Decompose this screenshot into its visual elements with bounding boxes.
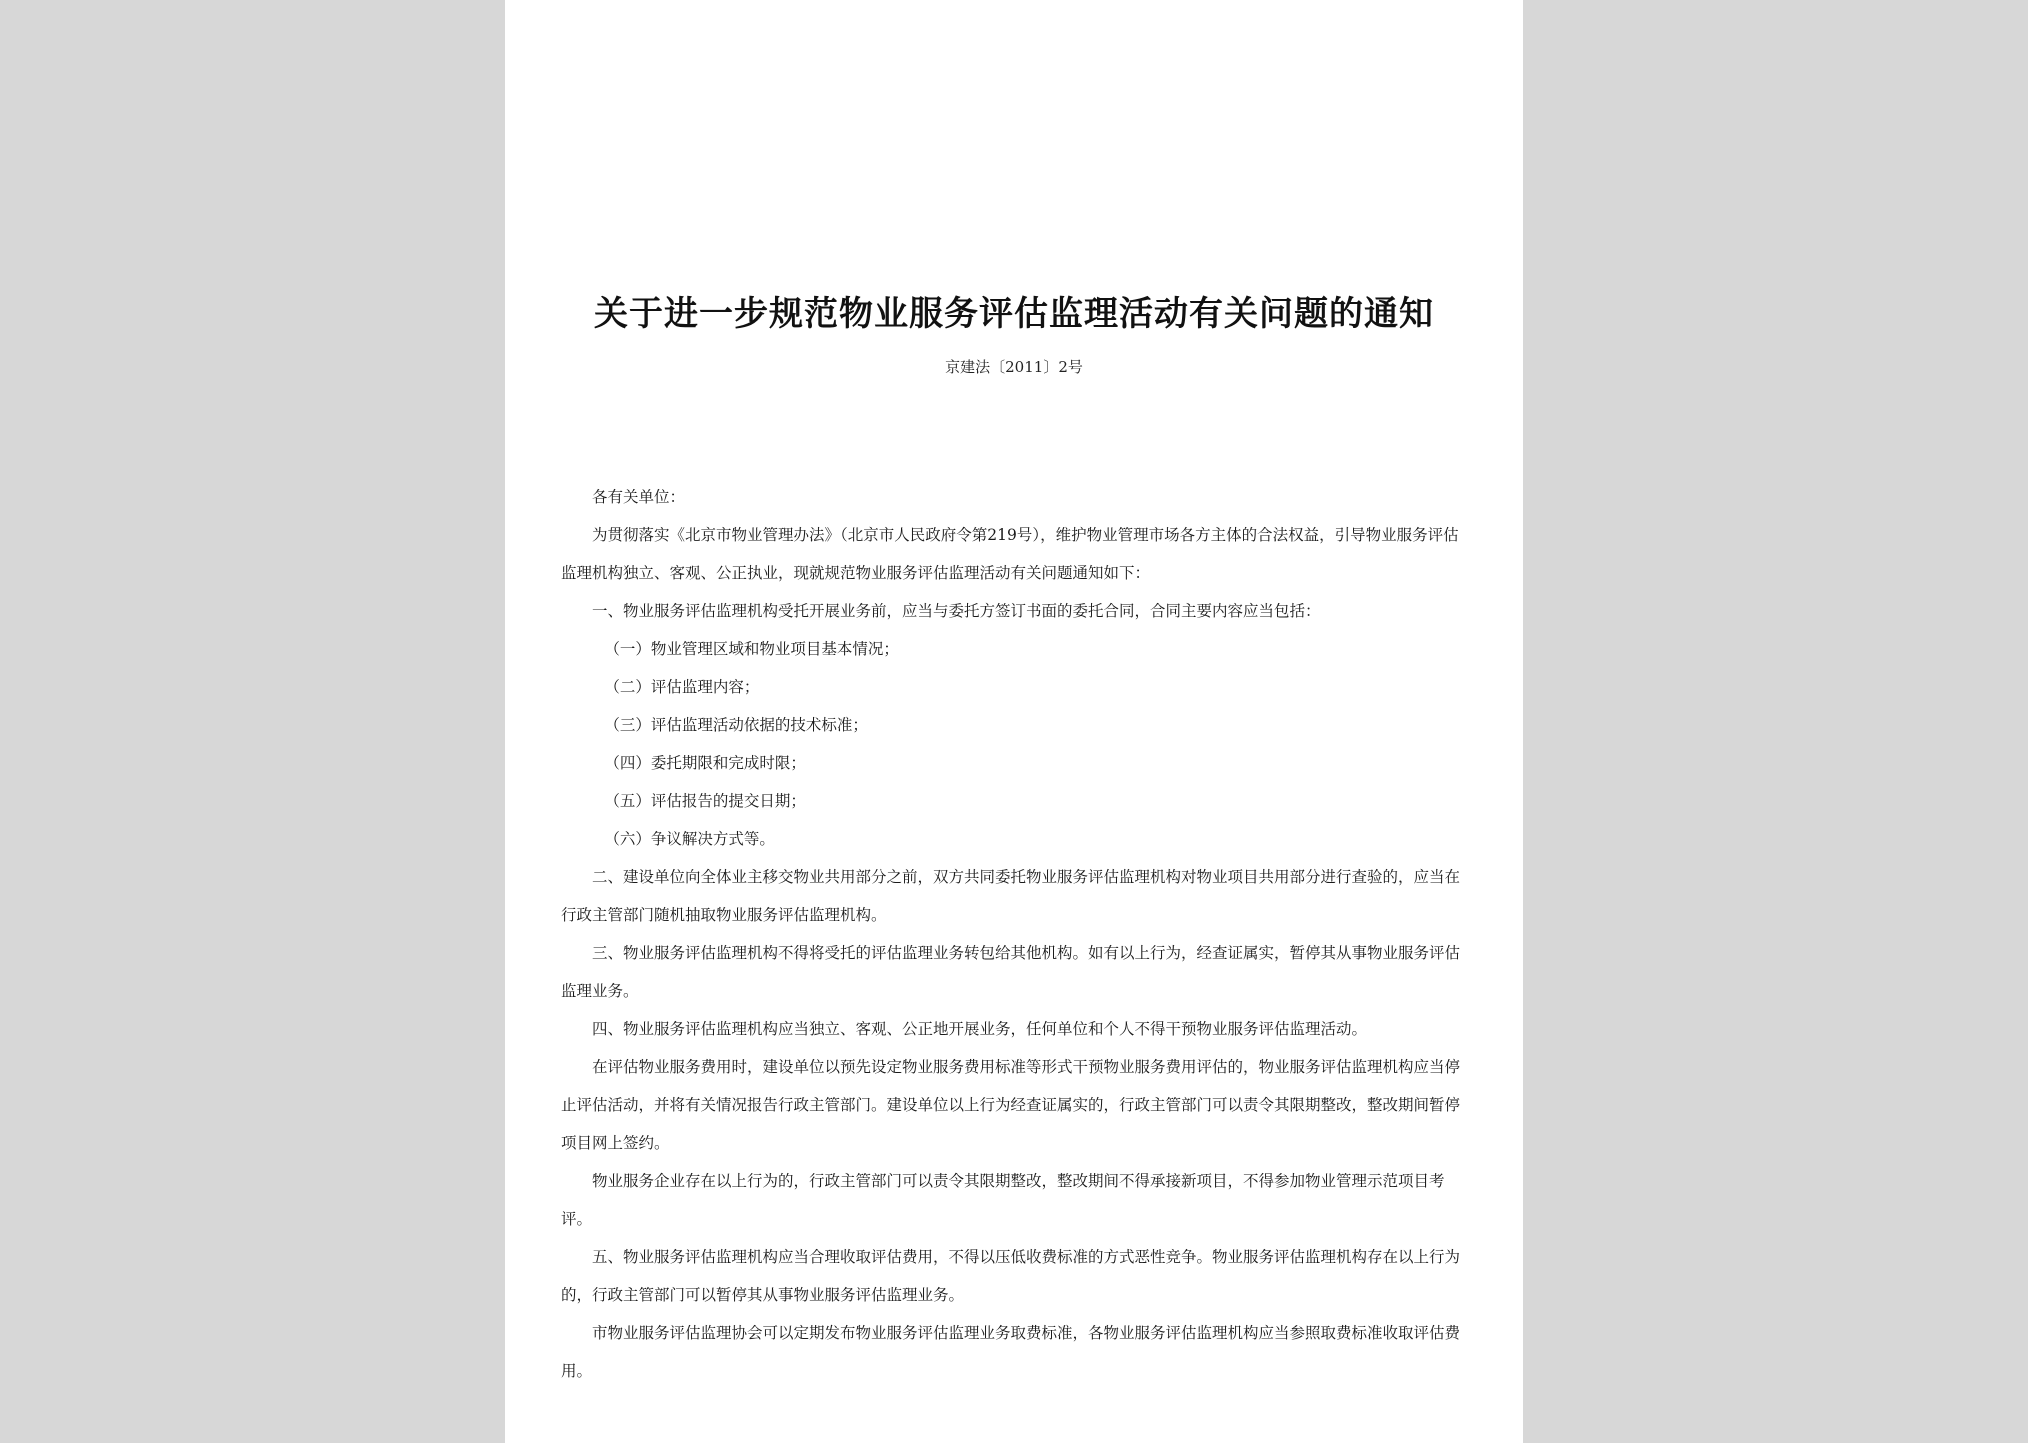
paragraph: 在评估物业服务费用时，建设单位以预先设定物业服务费用标准等形式干预物业服务费用评估的，物业服务评估监理机构应当停止评估活动，并将有关情况报告行政主管部门。建设单位以上行为经查证属实的，行政主管部门可以责令其限期整改，整改期间暂停项目网上签约。: [561, 1058, 1461, 1152]
document-title: 关于进一步规范物业服务评估监理活动有关问题的通知: [594, 294, 1434, 334]
paragraph: 五、物业服务评估监理机构应当合理收取评估费用，不得以压低收费标准的方式恶性竞争。物业服务评估监理机构存在以上行为的，行政主管部门可以暂停其从事物业服务评估监理业务。: [561, 1248, 1461, 1304]
paragraph: 四、物业服务评估监理机构应当独立、客观、公正地开展业务，任何单位和个人不得干预物业服务评估监理活动。: [592, 1020, 1368, 1038]
list-item: （一）物业管理区域和物业项目基本情况；: [604, 640, 899, 658]
list-item: （六）争议解决方式等。: [604, 830, 775, 848]
paragraph: 一、物业服务评估监理机构受托开展业务前，应当与委托方签订书面的委托合同，合同主要内容应当包括：: [592, 602, 1321, 620]
paragraph: 市物业服务评估监理协会可以定期发布物业服务评估监理业务取费标准，各物业服务评估监理机构应当参照取费标准收取评估费用。: [561, 1324, 1461, 1380]
paragraph: 二、建设单位向全体业主移交物业共用部分之前，双方共同委托物业服务评估监理机构对物业项目共用部分进行查验的，应当在行政主管部门随机抽取物业服务评估监理机构。: [561, 868, 1461, 924]
salutation: 各有关单位：: [592, 488, 686, 506]
document-number: 京建法〔2011〕2号: [945, 358, 1083, 376]
document-body: [561, 478, 1469, 1390]
paragraph: 物业服务企业存在以上行为的，行政主管部门可以责令其限期整改，整改期间不得承接新项目，不得参加物业管理示范项目考评。: [561, 1172, 1445, 1228]
list-item: （五）评估报告的提交日期；: [604, 792, 806, 810]
list-item: （四）委托期限和完成时限；: [604, 754, 806, 772]
list-item: （二）评估监理内容；: [604, 678, 760, 696]
document-page: [505, 0, 1523, 1443]
paragraph: 为贯彻落实《北京市物业管理办法》（北京市人民政府令第219号），维护物业管理市场各方主体的合法权益，引导物业服务评估监理机构独立、客观、公正执业，现就规范物业服务评估监理活动有关问题通知如下：: [561, 526, 1459, 582]
paragraph: 三、物业服务评估监理机构不得将受托的评估监理业务转包给其他机构。如有以上行为，经查证属实，暂停其从事物业服务评估监理业务。: [561, 944, 1461, 1000]
list-item: （三）评估监理活动依据的技术标准；: [604, 716, 868, 734]
